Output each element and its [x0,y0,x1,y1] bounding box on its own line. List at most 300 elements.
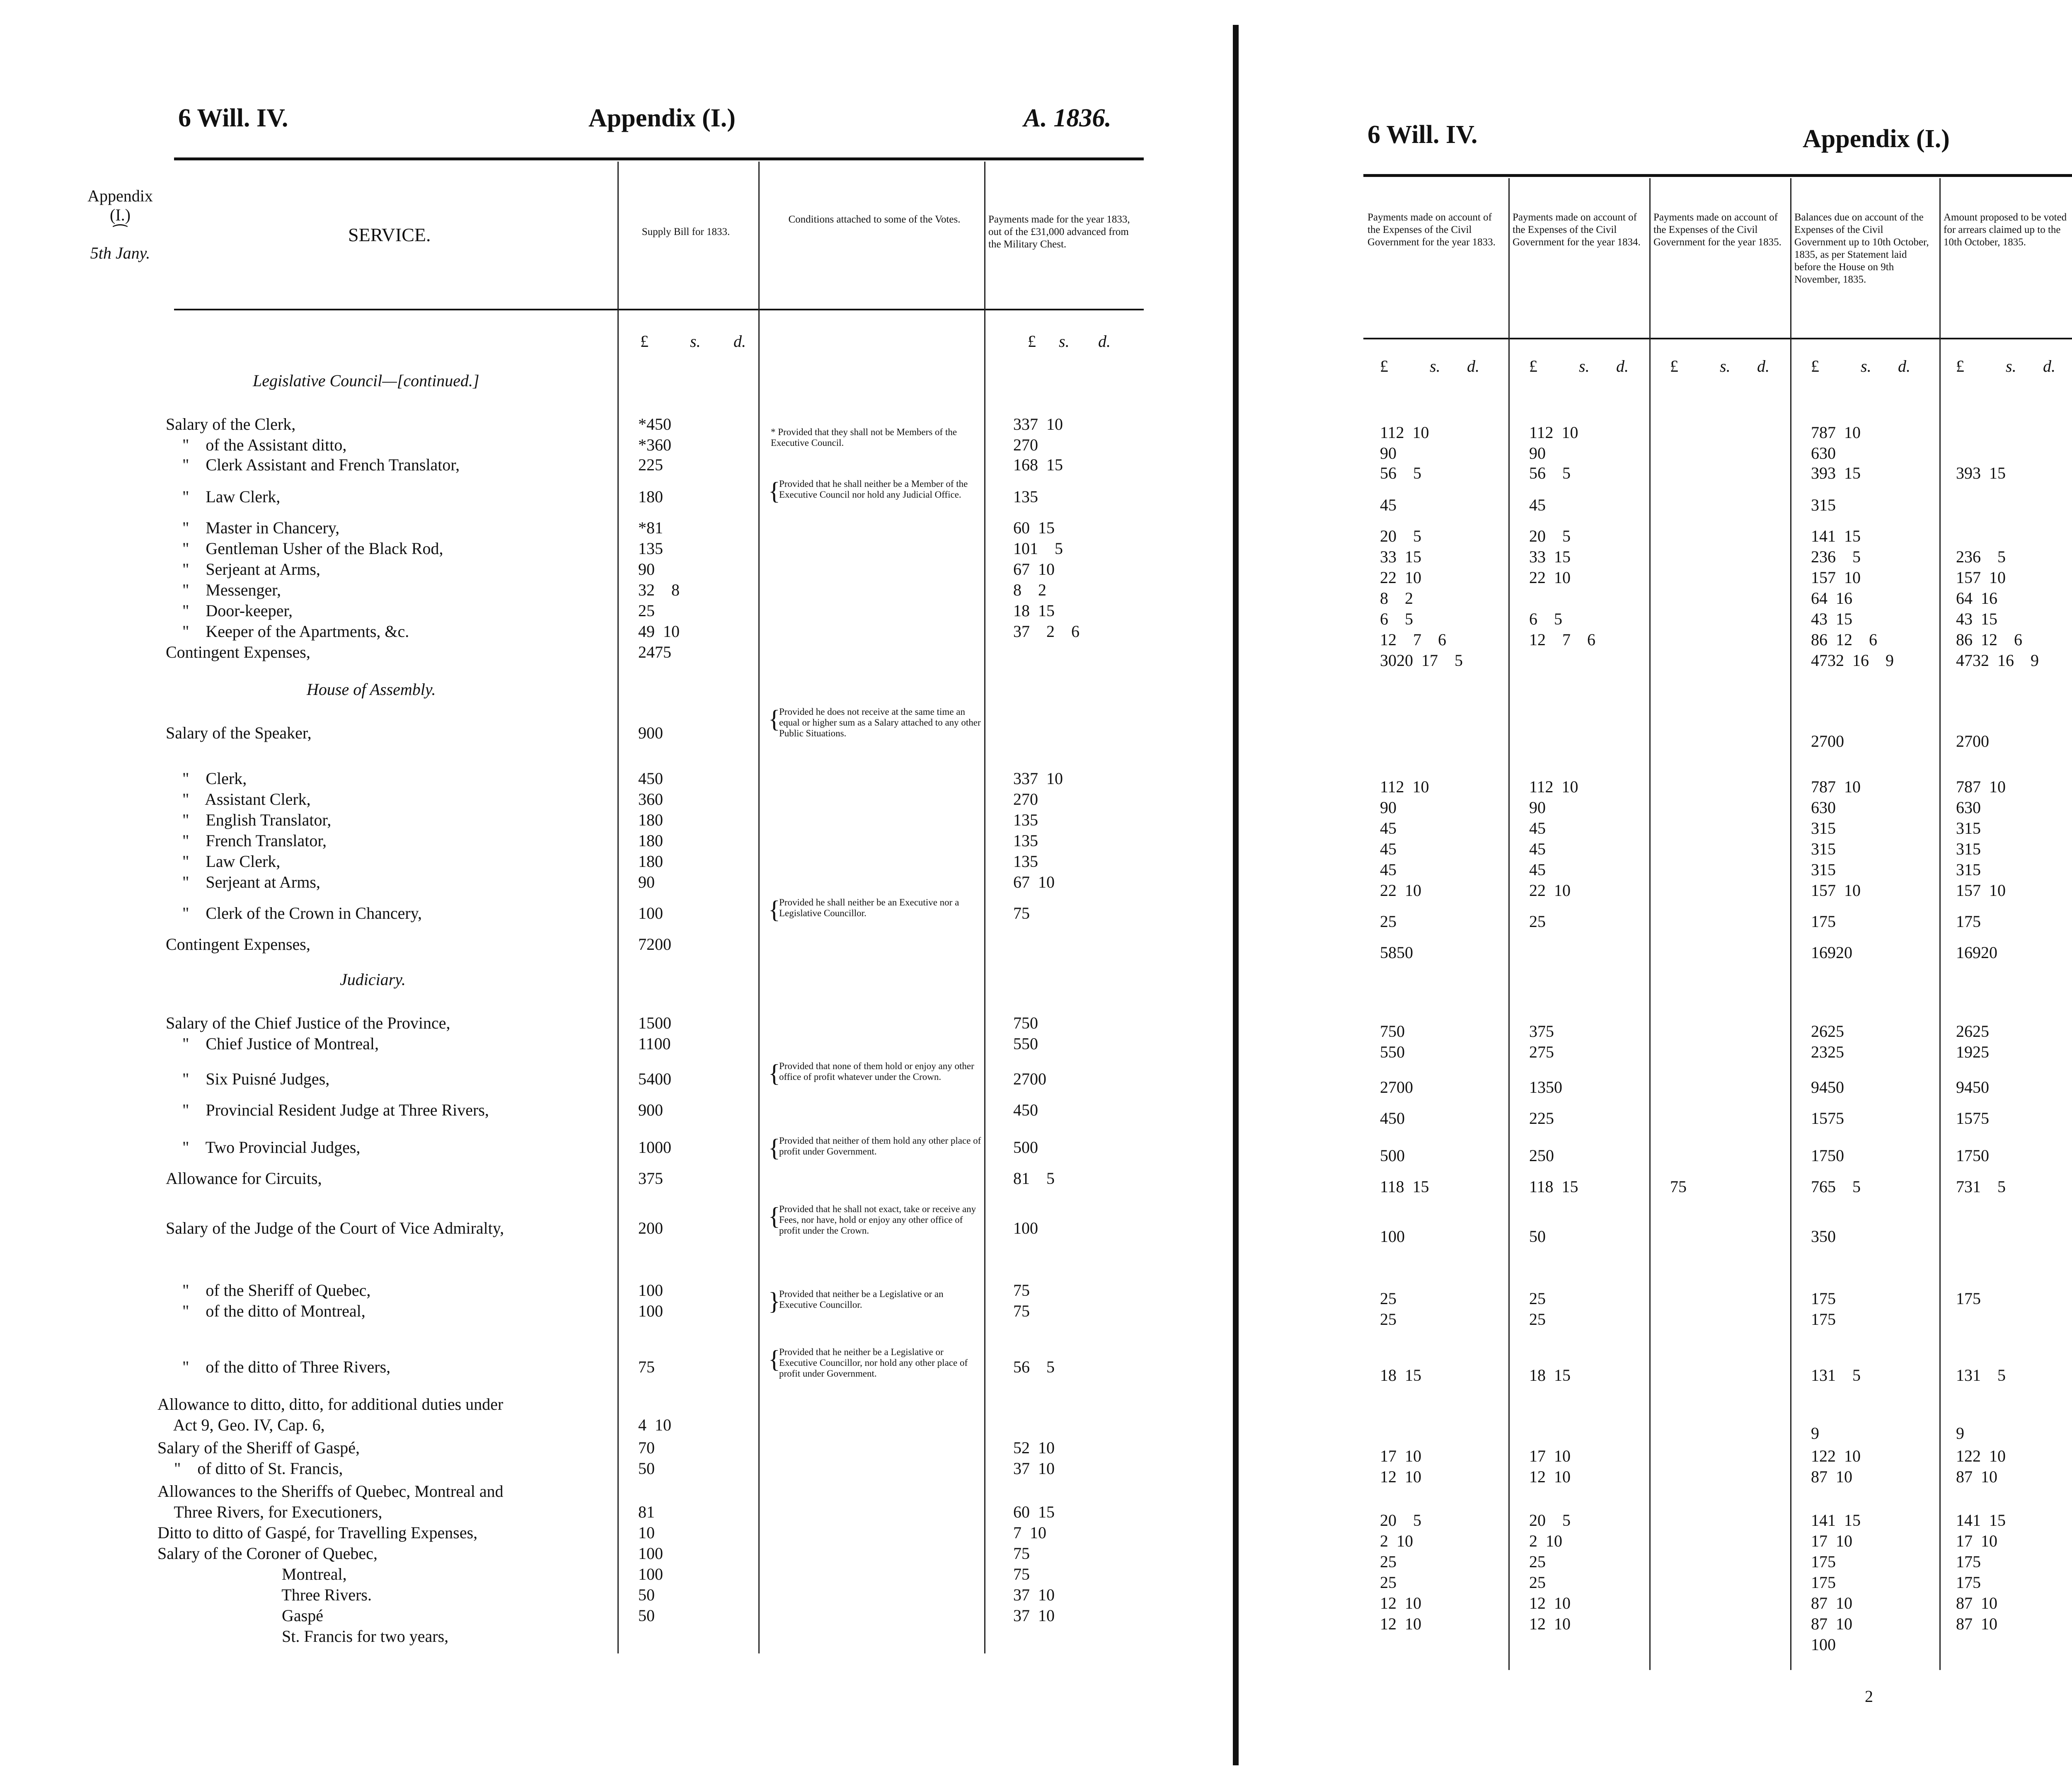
amount-cell: 25 [1529,1552,1546,1571]
left-rule-1 [617,162,619,1653]
amount-cell: 141 15 [1811,1511,1861,1530]
amount-cell: 131 5 [1811,1366,1861,1384]
amount-cell: 45 [1529,496,1546,514]
amount-cell: 275 [1529,1043,1554,1061]
supply-cell: *360 [638,436,671,454]
amount-cell: 90 [1380,798,1397,817]
supply-cell: 225 [638,455,663,474]
payment-cell: 270 [1013,790,1038,808]
pay-pound: £ [1028,332,1036,351]
amount-cell: 25 [1380,1289,1397,1308]
amount-cell: 22 10 [1529,881,1571,900]
amount-cell: 20 5 [1380,1511,1421,1530]
amount-cell: 4732 16 9 [1956,651,2039,670]
amount-cell: 1750 [1956,1146,1989,1165]
col-header-payments: Payments made for the year 1833, out of the £31,000 advanced from the Military Chest. [988,214,1130,250]
amount-cell: 112 10 [1529,777,1578,796]
amount-cell: 87 10 [1956,1467,1997,1486]
amount-cell: 87 10 [1811,1614,1852,1633]
supply-cell: 100 [638,1281,663,1300]
amount-cell: 17 10 [1811,1532,1852,1550]
supply-cell: 81 [638,1503,655,1521]
amount-cell: 22 10 [1380,881,1421,900]
section-house-of-assembly: House of Assembly. [307,680,436,699]
amount-cell: 112 10 [1529,423,1578,442]
payment-cell: 7 10 [1013,1523,1046,1542]
amount-cell: 112 10 [1380,423,1429,442]
service-cell: Gaspé [157,1606,323,1625]
right-header-bottom-rule [1363,338,2072,339]
service-cell: Contingent Expenses, [166,643,310,661]
condition-note: { Provided that neither of them hold any other place of profit under Government. [768,1134,981,1162]
pay-pence: d. [1098,332,1111,351]
amount-cell: 100 [1811,1635,1836,1654]
amount-cell: 2700 [1380,1078,1413,1096]
payment-cell: 75 [1013,1544,1030,1563]
amount-cell: 2700 [1956,732,1989,750]
amount-cell: 45 [1529,860,1546,879]
payment-cell: 60 15 [1013,1503,1055,1521]
amount-cell: 25 [1529,1289,1546,1308]
column-rule [1790,178,1791,1670]
service-cell: Salary of the Sheriff of Gaspé, [157,1438,360,1457]
currency-label: d. [1616,357,1629,375]
service-cell: Montreal, [157,1565,347,1583]
service-cell: St. Francis for two years, [157,1627,449,1646]
amount-cell: 315 [1811,819,1836,837]
amount-cell: 1750 [1811,1146,1844,1165]
supply-cell: 180 [638,487,663,506]
amount-cell: 9450 [1956,1078,1989,1096]
amount-cell: 43 15 [1956,610,1997,628]
payment-cell: 750 [1013,1014,1038,1032]
service-cell: " Chief Justice of Montreal, [166,1034,379,1053]
amount-cell: 50 [1529,1227,1546,1246]
col-header-service: SERVICE. [348,224,431,245]
service-cell: " Door-keeper, [166,601,293,620]
amount-cell: 12 10 [1529,1614,1571,1633]
condition-note: { Provided he does not receive at the same time an equal or higher sum as a Salary attached to any other Public Situations. [768,705,981,738]
service-cell: " Two Provincial Judges, [166,1138,361,1157]
amount-cell: 64 16 [1811,589,1852,608]
amount-cell: 175 [1956,1573,1981,1592]
payment-cell: 75 [1013,1281,1030,1300]
amount-cell: 315 [1956,819,1981,837]
supply-cell: 375 [638,1169,663,1188]
side-note-title: Appendix [87,186,153,205]
amount-cell: 56 5 [1380,464,1421,482]
service-cell: " Clerk, [166,769,247,788]
currency-label: £ [1811,357,1819,375]
amount-cell: 315 [1811,860,1836,879]
supply-cell: 100 [638,1302,663,1320]
amount-cell: 500 [1380,1146,1405,1165]
amount-cell: 18 15 [1380,1366,1421,1384]
amount-cell: 90 [1380,444,1397,462]
column-header: Amount proposed to be voted for arrears claimed up to the 10th October, 1835. [1944,212,2067,248]
amount-cell: 20 5 [1380,527,1421,545]
currency-label: £ [1670,357,1678,375]
service-cell: " Assistant Clerk, [166,790,311,808]
amount-cell: 8 2 [1380,589,1413,608]
supply-cell: 900 [638,1101,663,1119]
supply-cell: 200 [638,1219,663,1237]
amount-cell: 87 10 [1811,1594,1852,1612]
service-cell: Three Rivers, for Executioners, [157,1503,382,1521]
column-header: Payments made on account of the Expenses of the Civil Government for the year 1834. [1513,212,1641,248]
service-cell: " English Translator, [166,811,332,829]
amount-cell: 2325 [1811,1043,1844,1061]
amount-cell: 250 [1529,1146,1554,1165]
amount-cell: 1925 [1956,1043,1989,1061]
amount-cell: 86 12 6 [1956,630,2022,649]
supply-cell: 50 [638,1585,655,1604]
service-cell: " Messenger, [166,581,281,599]
supply-cell: 75 [638,1358,655,1376]
column-header: Payments made on account of the Expenses of the Civil Government for the year 1833. [1368,212,1496,248]
amount-cell: 157 10 [1811,568,1861,587]
amount-cell: 90 [1529,798,1546,817]
left-header-year: A. 1836. [1024,104,1111,132]
side-note-num: (I.) [110,206,131,224]
service-cell: Act 9, Geo. IV, Cap. 6, [157,1416,325,1434]
supply-cell: 10 [638,1523,655,1542]
amount-cell: 45 [1380,496,1397,514]
supply-cell: 360 [638,790,663,808]
service-cell: Salary of the Speaker, [166,724,312,742]
amount-cell: 787 10 [1811,777,1861,796]
amount-cell: 16920 [1956,943,1997,962]
service-cell: Allowances to the Sheriffs of Quebec, Montreal and [157,1482,503,1501]
left-rule-3 [984,162,985,1653]
payment-cell: 168 15 [1013,455,1063,474]
service-cell: Allowance for Circuits, [166,1169,322,1188]
service-cell: " Provincial Resident Judge at Three Rivers, [166,1101,489,1119]
amount-cell: 25 [1529,1310,1546,1329]
payment-cell: 135 [1013,811,1038,829]
payment-cell: 67 10 [1013,560,1055,578]
amount-cell: 157 10 [1956,881,2006,900]
condition-note: { Provided that none of them hold or enjoy any other office of profit whatever under the Crown. [768,1060,974,1087]
amount-cell: 1350 [1529,1078,1562,1096]
supply-cell: 180 [638,811,663,829]
amount-cell: 315 [1811,840,1836,858]
payment-cell: 8 2 [1013,581,1046,599]
service-cell: " Gentleman Usher of the Black Rod, [166,539,443,558]
currency-label: s. [1720,357,1731,375]
payment-cell: 37 10 [1013,1585,1055,1604]
supply-cell: 180 [638,852,663,871]
amount-cell: 100 [1380,1227,1405,1246]
amount-cell: 787 10 [1956,777,2006,796]
service-cell: " Law Clerk, [166,487,281,506]
currency-label: s. [1430,357,1440,375]
supply-cell: 32 8 [638,581,680,599]
amount-cell: 2625 [1956,1022,1989,1041]
amount-cell: 175 [1811,1310,1836,1329]
amount-cell: 25 [1380,1310,1397,1329]
currency-label: s. [1579,357,1590,375]
amount-cell: 12 7 6 [1380,630,1446,649]
service-cell: " of the Assistant ditto, [166,436,347,454]
supply-cell: *81 [638,518,663,537]
payment-cell: 81 5 [1013,1169,1055,1188]
amount-cell: 118 15 [1529,1177,1578,1196]
section-legislative-council: Legislative Council—[continued.] [253,371,479,390]
amount-cell: 393 15 [1811,464,1861,482]
amount-cell: 3020 17 5 [1380,651,1463,670]
amount-cell: 175 [1811,912,1836,931]
amount-cell: 141 15 [1811,527,1861,545]
supply-cell: 5400 [638,1070,671,1088]
supply-cell: 100 [638,1565,663,1583]
amount-cell: 45 [1380,860,1397,879]
amount-cell: 25 [1529,1573,1546,1592]
supply-pound: £ [640,332,649,351]
amount-cell: 9 [1811,1424,1819,1443]
payment-cell: 337 10 [1013,769,1063,788]
section-judiciary: Judiciary. [340,970,406,989]
col-header-conditions: Conditions attached to some of the Votes. [788,214,961,225]
amount-cell: 33 15 [1380,547,1421,566]
condition-note: { Provided he shall neither be an Executive nor a Legislative Councillor. [768,896,959,923]
service-cell: " Clerk of the Crown in Chancery, [166,904,422,922]
service-cell: " Clerk Assistant and French Translator, [166,455,460,474]
service-cell: " of the Sheriff of Quebec, [166,1281,371,1300]
amount-cell: 25 [1529,912,1546,931]
amount-cell: 43 15 [1811,610,1852,628]
condition-note: * Provided that they shall not be Members of the Executive Council. [771,427,957,448]
supply-shilling: s. [690,332,701,351]
payment-cell: 60 15 [1013,518,1055,537]
payment-cell: 37 10 [1013,1606,1055,1625]
service-cell: Salary of the Judge of the Court of Vice Admiralty, [166,1219,504,1237]
amount-cell: 16920 [1811,943,1852,962]
amount-cell: 787 10 [1811,423,1861,442]
supply-cell: 100 [638,904,663,922]
currency-label: £ [1956,357,1964,375]
service-cell: Three Rivers. [157,1585,372,1604]
service-cell: " French Translator, [166,831,327,850]
amount-cell: 25 [1380,1573,1397,1592]
amount-cell: 22 10 [1529,568,1571,587]
page-number: 2 [1865,1687,1873,1706]
right-header-rule [1363,174,2072,177]
payment-cell: 56 5 [1013,1358,1055,1376]
payment-cell: 135 [1013,852,1038,871]
service-cell: Salary of the Coroner of Quebec, [157,1544,378,1563]
left-rule-2 [758,162,760,1653]
payment-cell: 52 10 [1013,1438,1055,1457]
amount-cell: 450 [1380,1109,1405,1128]
amount-cell: 393 15 [1956,464,2006,482]
amount-cell: 315 [1811,496,1836,514]
supply-cell: 90 [638,873,655,891]
currency-label: d. [1898,357,1910,375]
column-rule [1508,178,1510,1670]
amount-cell: 45 [1380,840,1397,858]
payment-cell: 75 [1013,1565,1030,1583]
supply-cell: 90 [638,560,655,578]
supply-cell: 50 [638,1606,655,1625]
payment-cell: 67 10 [1013,873,1055,891]
service-cell: Ditto to ditto of Gaspé, for Travelling Expenses, [157,1523,478,1542]
amount-cell: 2625 [1811,1022,1844,1041]
supply-cell: 7200 [638,935,671,954]
amount-cell: 315 [1956,860,1981,879]
amount-cell: 9 [1956,1424,1964,1443]
amount-cell: 236 5 [1811,547,1861,566]
service-cell: " Serjeant at Arms, [166,873,320,891]
payment-cell: 75 [1013,904,1030,922]
amount-cell: 20 5 [1529,1511,1571,1530]
column-rule [1939,178,1941,1670]
condition-note: { Provided that he neither be a Legislative or Executive Councillor, nor hold any other place of profit under Government. [768,1346,968,1379]
supply-pence: d. [733,332,746,351]
service-cell: " Serjeant at Arms, [166,560,320,578]
supply-cell: 2475 [638,643,671,661]
amount-cell: 6 5 [1380,610,1413,628]
currency-label: s. [1861,357,1871,375]
amount-cell: 4732 16 9 [1811,651,1894,670]
payment-cell: 75 [1013,1302,1030,1320]
right-header-regnal: 6 Will. IV. [1368,121,1478,149]
amount-cell: 12 10 [1380,1467,1421,1486]
amount-cell: 6 5 [1529,610,1562,628]
amount-cell: 350 [1811,1227,1836,1246]
amount-cell: 236 5 [1956,547,2006,566]
amount-cell: 630 [1811,444,1836,462]
supply-cell: 135 [638,539,663,558]
amount-cell: 12 7 6 [1529,630,1595,649]
left-header-title: Appendix (I.) [588,104,736,132]
payment-cell: 135 [1013,831,1038,850]
payment-cell: 100 [1013,1219,1038,1237]
amount-cell: 17 10 [1956,1532,1997,1550]
pay-shilling: s. [1059,332,1070,351]
currency-label: £ [1529,357,1537,375]
amount-cell: 750 [1380,1022,1405,1041]
right-header-title: Appendix (I.) [1803,125,1950,153]
amount-cell: 86 12 6 [1811,630,1877,649]
amount-cell: 122 10 [1956,1447,2006,1465]
amount-cell: 5850 [1380,943,1413,962]
payment-cell: 550 [1013,1034,1038,1053]
amount-cell: 25 [1380,1552,1397,1571]
supply-cell: 25 [638,601,655,620]
amount-cell: 112 10 [1380,777,1429,796]
payment-cell: 135 [1013,487,1038,506]
amount-cell: 765 5 [1811,1177,1861,1196]
amount-cell: 175 [1956,1289,1981,1308]
supply-cell: 100 [638,1544,663,1563]
column-rule [1649,178,1651,1670]
supply-cell: 70 [638,1438,655,1457]
payment-cell: 337 10 [1013,415,1063,433]
service-cell: " of the ditto of Montreal, [166,1302,366,1320]
amount-cell: 375 [1529,1022,1554,1041]
payment-cell: 270 [1013,436,1038,454]
amount-cell: 2 10 [1380,1532,1413,1550]
condition-note: { Provided that he shall not exact, take or receive any Fees, nor have, hold or enjoy any other office of profit under the Crown. [768,1203,976,1236]
left-header-regnal: 6 Will. IV. [178,104,288,132]
supply-cell: 1500 [638,1014,671,1032]
amount-cell: 75 [1670,1177,1687,1196]
supply-cell: 1000 [638,1138,671,1157]
amount-cell: 131 5 [1956,1366,2006,1384]
supply-cell: 50 [638,1459,655,1478]
amount-cell: 25 [1380,912,1397,931]
side-note-date: 5th Jany. [90,244,150,262]
payment-cell: 450 [1013,1101,1038,1119]
amount-cell: 9450 [1811,1078,1844,1096]
col-header-supply: Supply Bill for 1833. [641,226,730,237]
amount-cell: 45 [1529,840,1546,858]
amount-cell: 2 10 [1529,1532,1562,1550]
service-cell: " Keeper of the Apartments, &c. [166,622,409,641]
service-cell: " of ditto of St. Francis, [157,1459,343,1478]
amount-cell: 12 10 [1529,1594,1571,1612]
left-side-note [79,186,162,263]
amount-cell: 315 [1956,840,1981,858]
currency-label: d. [2043,357,2055,375]
supply-cell: 1100 [638,1034,671,1053]
amount-cell: 87 10 [1811,1467,1852,1486]
book-spine [1233,25,1239,1765]
left-header-rule [174,157,1144,160]
amount-cell: 17 10 [1529,1447,1571,1465]
amount-cell: 175 [1811,1573,1836,1592]
payment-cell: 500 [1013,1138,1038,1157]
amount-cell: 87 10 [1956,1614,1997,1633]
service-cell: " Master in Chancery, [166,518,340,537]
service-cell: Allowance to ditto, ditto, for additional duties under [157,1395,503,1414]
amount-cell: 33 15 [1529,547,1571,566]
amount-cell: 175 [1956,1552,1981,1571]
amount-cell: 175 [1956,912,1981,931]
supply-cell: 49 10 [638,622,680,641]
amount-cell: 45 [1380,819,1397,837]
amount-cell: 225 [1529,1109,1554,1128]
side-note-brace-icon: ⁀ [113,225,127,243]
amount-cell: 12 10 [1380,1614,1421,1633]
amount-cell: 22 10 [1380,568,1421,587]
amount-cell: 87 10 [1956,1594,1997,1612]
currency-label: s. [2006,357,2016,375]
amount-cell: 12 10 [1380,1594,1421,1612]
amount-cell: 90 [1529,444,1546,462]
column-header: Payments made on account of the Expenses of the Civil Government for the year 1835. [1653,212,1782,248]
condition-note: } Provided that neither be a Legislative or an Executive Councillor. [768,1288,944,1315]
amount-cell: 731 5 [1956,1177,2006,1196]
service-cell: " of the ditto of Three Rivers, [166,1358,391,1376]
left-header-bottom-rule [174,309,1144,310]
amount-cell: 12 10 [1529,1467,1571,1486]
amount-cell: 141 15 [1956,1511,2006,1530]
service-cell: Contingent Expenses, [166,935,310,954]
amount-cell: 157 10 [1956,568,2006,587]
supply-cell: 450 [638,769,663,788]
amount-cell: 175 [1811,1289,1836,1308]
amount-cell: 157 10 [1811,881,1861,900]
supply-cell: 4 10 [638,1416,671,1434]
payment-cell: 2700 [1013,1070,1046,1088]
amount-cell: 118 15 [1380,1177,1429,1196]
amount-cell: 550 [1380,1043,1405,1061]
currency-label: d. [1757,357,1769,375]
amount-cell: 175 [1811,1552,1836,1571]
amount-cell: 18 15 [1529,1366,1571,1384]
